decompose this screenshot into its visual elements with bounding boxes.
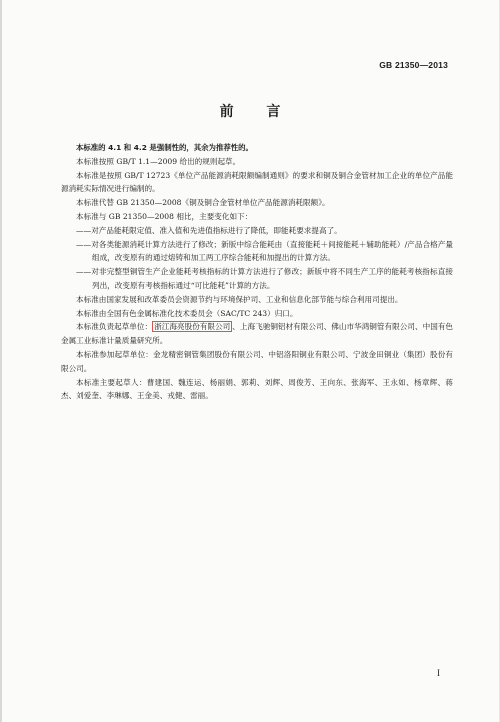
main-drafters-units-paragraph xyxy=(61,320,453,348)
replacement-paragraph: 本标准代替 GB 21350—2008《铜及铜合金管材单位产品能源消耗限额》。 xyxy=(76,198,330,208)
change-item-1: ——对产品能耗限定值、准入值和先进值指标进行了降低，即能耗要求提高了。 xyxy=(76,225,342,235)
standard-number: GB 21350—2013 xyxy=(379,60,448,70)
foreword-body xyxy=(61,141,453,403)
change-item-2: ——对各类能源消耗计算方法进行了修改；新版中综合能耗由（直接能耗＋间接能耗＋辅助能耗）/产品合格产量组成，改变原有的通过熔铸和加工两工序综合能耗和加提出的计算方法。 xyxy=(76,239,453,263)
changes-intro-paragraph: 本标准与 GB 21350—2008 相比，主要变化如下： xyxy=(76,211,253,221)
participating-units-paragraph: 本标准参加起草单位：金龙精密铜管集团股份有限公司、中铝洛阳铜业有限公司、宁波金田铜业（集团）股份有限公司。 xyxy=(61,349,453,373)
mandatory-clause-note: 本标准的 4.1 和 4.2 是强制性的，其余为推荐性的。 xyxy=(76,143,253,152)
page-title: 前 言 xyxy=(219,104,295,120)
technical-committee-paragraph: 本标准由全国有色金属标准化技术委员会（SAC/TC 243）归口。 xyxy=(76,308,298,318)
proposer-paragraph: 本标准由国家发展和改革委员会资源节约与环境保护司、工业和信息化部节能与综合利用司提出。 xyxy=(76,294,403,304)
main-drafters-paragraph: 本标准主要起草人：曹建国、魏连运、杨丽娟、郭莉、刘辉、周俊芳、王向东、张海军、王永如、杨章辉、蒋杰、刘爱奎、李琳娜、王金美、戎健、雷丽。 xyxy=(61,377,453,401)
drafters-units-suffix: 、上海飞驰铜铝材有限公司、佛山市华鸿铜管有限公司、中国有色金属工业标准计量质量研究所。 xyxy=(61,322,454,346)
change-item-3: ——对非完整型铜管生产企业能耗考核指标的计算方法进行了修改；新版中将不同生产工序的能耗考核指标直接列出，改变原有考核指标通过“可比能耗”计算的方法。 xyxy=(76,267,453,290)
page-number: I xyxy=(437,668,440,678)
drafters-units-prefix: 本标准负责起草单位： xyxy=(76,322,153,332)
highlighted-company: 浙江海亮股份有限公司 xyxy=(154,322,231,332)
compilation-basis-paragraph: 本标准是按照 GB/T 12723《单位产品能源消耗限额编制通则》的要求和铜及铜合金管材加工企业的单位产品能源消耗实际情况进行编制的。 xyxy=(61,170,453,194)
drafting-rules-paragraph: 本标准按照 GB/T 1.1—2009 给出的规则起草。 xyxy=(76,156,241,166)
